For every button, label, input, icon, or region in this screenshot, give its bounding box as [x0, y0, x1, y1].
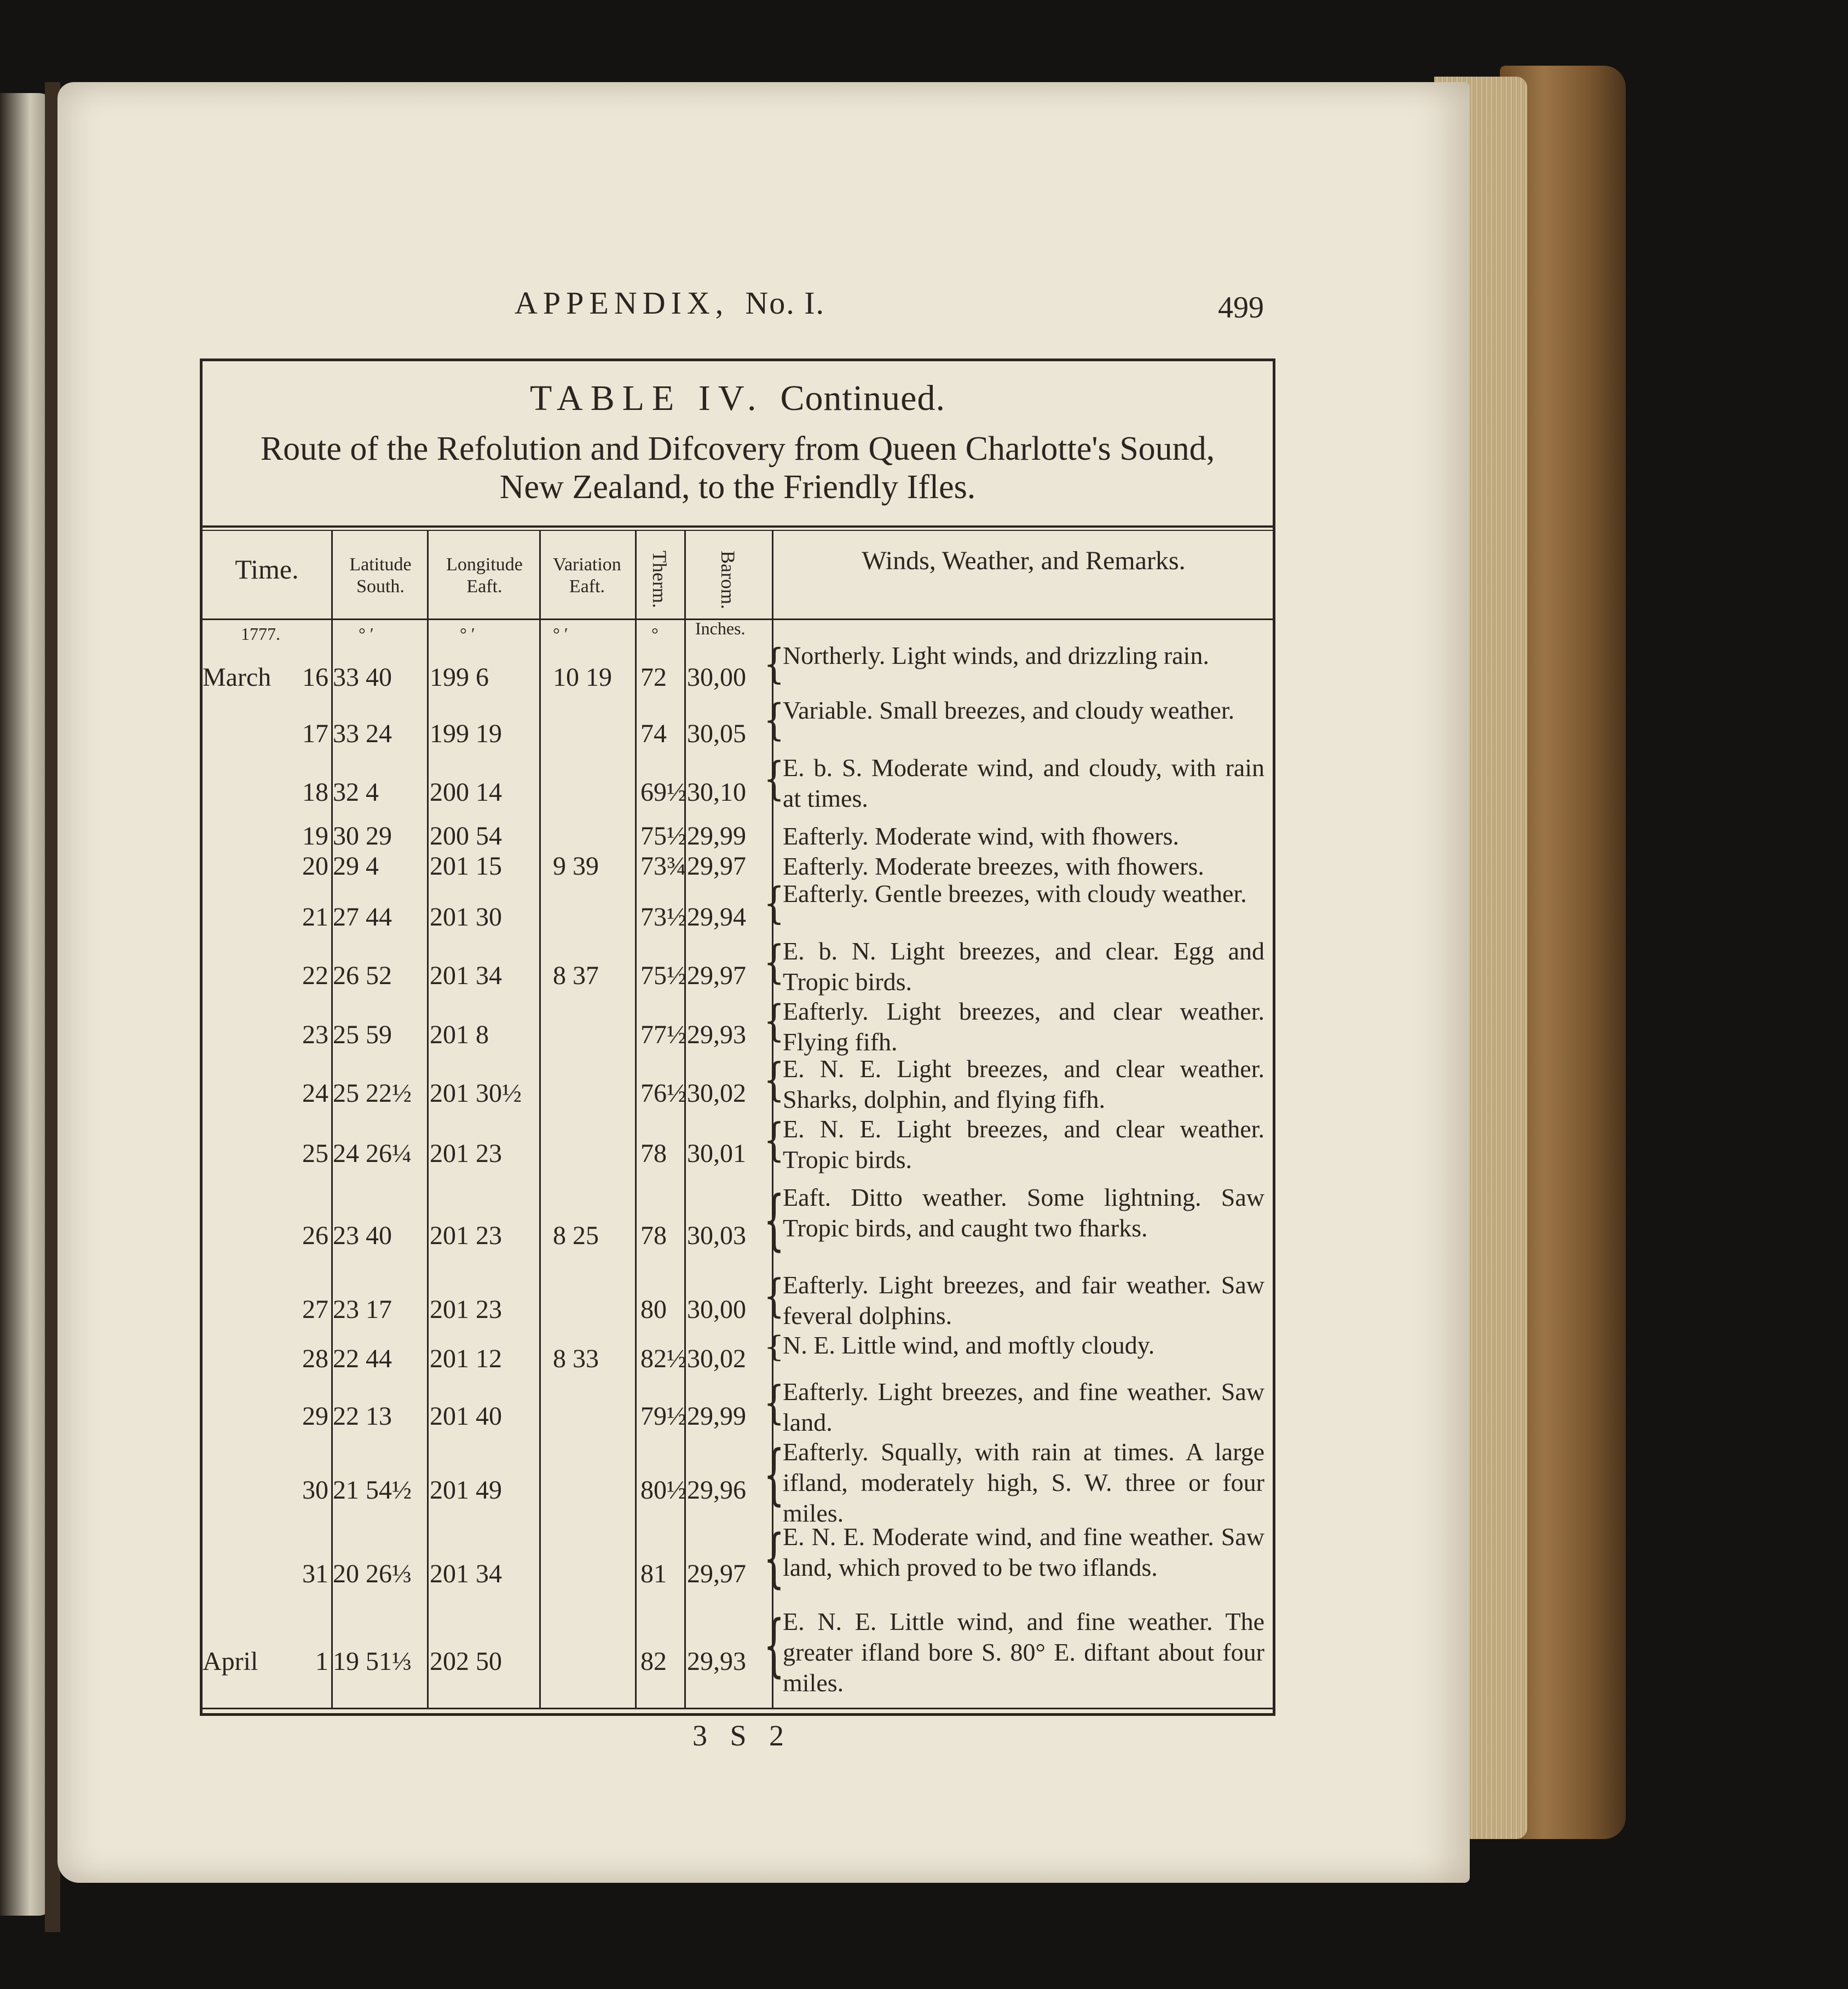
brace-mark: {: [764, 936, 785, 989]
cell-lat: 26 52: [333, 961, 392, 990]
cell-remark: E. b. S. Moderate wind, and cloudy, with rain at times.: [783, 754, 1264, 812]
col-barom-header: Barom.: [717, 551, 739, 609]
cell-var: 10 19: [553, 663, 612, 692]
table-row: [203, 996, 1273, 1054]
cell-lon: 199 6: [430, 663, 489, 692]
cell-var: 8 25: [553, 1221, 599, 1250]
cell-day: 28: [302, 1344, 328, 1373]
cell-day: 1: [315, 1647, 328, 1676]
lat-unit: ° ′: [359, 624, 374, 644]
cell-therm: 82½: [640, 1344, 686, 1373]
cell-remark: Eaft. Ditto weather. Some lightning. Saw Tropic birds, and caught two fharks.: [783, 1183, 1264, 1242]
rule: [203, 530, 1273, 531]
cell-lon: 199 19: [430, 719, 502, 748]
cell-remark: Eafterly. Gentle breezes, with cloudy weather.: [783, 880, 1247, 907]
cell-barom: 29,97: [687, 852, 746, 881]
table-row: [203, 1522, 1273, 1606]
cell-therm: 79½: [640, 1402, 686, 1431]
cell-lat: 33 24: [333, 719, 392, 748]
cell-barom: 29,96: [687, 1476, 746, 1505]
cell-therm: 80: [640, 1295, 667, 1324]
cell-lon: 200 54: [430, 822, 502, 851]
cell-remark: Eafterly. Light breezes, and fair weather. Saw feveral dolphins.: [783, 1271, 1264, 1329]
cell-month: April: [203, 1647, 258, 1676]
cell-barom: 29,97: [687, 1559, 746, 1588]
cell-barom: 30,01: [687, 1139, 746, 1168]
page-number: 499: [1218, 291, 1264, 325]
cell-remark: Eafterly. Light breezes, and clear weather. Flying fifh.: [783, 997, 1264, 1056]
cell-barom: 30,02: [687, 1079, 746, 1108]
table-row: [203, 695, 1273, 753]
cell-therm: 77½: [640, 1020, 686, 1049]
cell-therm: 73¾: [640, 852, 686, 881]
cell-barom: 29,97: [687, 961, 746, 990]
cell-lat: 32 4: [333, 778, 379, 807]
table-iv: [200, 359, 1275, 1716]
cell-day: 16: [302, 663, 328, 692]
cell-barom: 30,00: [687, 663, 746, 692]
cell-day: 21: [302, 903, 328, 932]
cell-lat: 20 26⅓: [333, 1559, 412, 1588]
cell-therm: 81: [640, 1559, 667, 1588]
cell-lon: 201 34: [430, 1559, 502, 1588]
cell-lat: 22 44: [333, 1344, 392, 1373]
cell-lon: 200 14: [430, 778, 502, 807]
table-row: [203, 936, 1273, 996]
cell-var: 9 39: [553, 852, 599, 881]
brace-mark: {: [764, 1270, 785, 1323]
cell-lon: 201 23: [430, 1221, 502, 1250]
cell-lat: 25 22½: [333, 1079, 412, 1108]
cell-remark: N. E. Little wind, and moftly cloudy.: [783, 1331, 1155, 1359]
col-time-header: Time.: [235, 554, 299, 585]
table-row: [203, 1270, 1273, 1330]
brace-mark: {: [764, 753, 785, 806]
table-subtitle-line1: Route of the Refolution and Difcovery from Queen Charlotte's Sound,: [260, 430, 1215, 467]
brace-mark: {: [764, 640, 785, 689]
table-row: [203, 640, 1273, 695]
brace-mark: {: [764, 1377, 785, 1430]
cell-lon: 201 30½: [430, 1079, 522, 1108]
cell-barom: 30,05: [687, 719, 746, 748]
brace-mark: {: [764, 1114, 785, 1167]
cell-remark: E. N. E. Light breezes, and clear weather. Sharks, dolphin, and flying fifh.: [783, 1055, 1264, 1113]
cell-lon: 202 50: [430, 1647, 502, 1676]
cell-barom: 29,94: [687, 903, 746, 932]
col-var-header: Variation Eaft.: [553, 554, 621, 597]
cell-day: 25: [302, 1139, 328, 1168]
table-row: [203, 1114, 1273, 1174]
cell-lon: 201 15: [430, 852, 502, 881]
cell-lon: 201 49: [430, 1476, 502, 1505]
signature-mark: 3 S 2: [692, 1719, 792, 1752]
cell-lat: 30 29: [333, 822, 392, 851]
cell-lat: 19 51⅓: [333, 1647, 412, 1676]
cell-remark: Eafterly. Moderate breezes, with fhowers.: [783, 852, 1204, 880]
cell-lon: 201 8: [430, 1020, 489, 1049]
brace-mark: {: [764, 996, 785, 1046]
cell-therm: 78: [640, 1139, 667, 1168]
cell-therm: 76½: [640, 1079, 686, 1108]
cell-barom: 29,93: [687, 1020, 746, 1049]
cell-day: 29: [302, 1402, 328, 1431]
header-title: APPENDIX,: [515, 285, 729, 321]
brace-mark: {: [764, 695, 785, 745]
cell-lon: 201 23: [430, 1139, 502, 1168]
cell-therm: 78: [640, 1221, 667, 1250]
cell-lon: 201 12: [430, 1344, 502, 1373]
table-row: [203, 1182, 1273, 1270]
brace-mark: {: [764, 878, 785, 929]
cell-remark: E. N. E. Light breezes, and clear weather. Tropic birds.: [783, 1115, 1264, 1173]
cell-day: 17: [302, 719, 328, 748]
cell-lon: 201 34: [430, 961, 502, 990]
cell-month: March: [203, 663, 272, 692]
cell-lat: 21 54½: [333, 1476, 412, 1505]
cell-lat: 29 4: [333, 852, 379, 881]
cell-lat: 23 40: [333, 1221, 392, 1250]
cell-lat: 23 17: [333, 1295, 392, 1324]
cell-day: 26: [302, 1221, 328, 1250]
cell-remark: Eafterly. Moderate wind, with fhowers.: [783, 822, 1179, 850]
cell-remark: E. N. E. Moderate wind, and fine weather. Saw land, which proved to be two iflands.: [783, 1523, 1264, 1581]
cell-barom: 30,00: [687, 1295, 746, 1324]
table-row: [203, 753, 1273, 813]
cell-therm: 80½: [640, 1476, 686, 1505]
cell-therm: 75½: [640, 822, 686, 851]
therm-unit: °: [651, 624, 659, 644]
rule: [203, 1708, 1273, 1709]
cell-therm: 75½: [640, 961, 686, 990]
col-lon-header: Longitude Eaft.: [446, 554, 523, 597]
table-title: TABLE IV. Continued.: [530, 378, 945, 418]
var-unit: ° ′: [553, 624, 568, 644]
cell-day: 19: [302, 822, 328, 851]
cell-lon: 201 30: [430, 903, 502, 932]
col-remarks-header: Winds, Weather, and Remarks.: [862, 546, 1186, 575]
brace-mark: {: [764, 1054, 785, 1107]
cell-day: 31: [302, 1559, 328, 1588]
cell-var: 8 37: [553, 961, 599, 990]
cell-remark: Northerly. Light winds, and drizzling rain.: [783, 641, 1209, 669]
cell-lon: 201 23: [430, 1295, 502, 1324]
cell-barom: 29,99: [687, 822, 746, 851]
table-row: [203, 821, 1273, 851]
cell-remark: Variable. Small breezes, and cloudy weather.: [783, 696, 1235, 724]
cell-barom: 30,10: [687, 778, 746, 807]
cell-lat: 24 26¼: [333, 1139, 412, 1168]
cell-remark: E. b. N. Light breezes, and clear. Egg and Tropic birds.: [783, 937, 1264, 996]
cell-lon: 201 40: [430, 1402, 502, 1431]
cell-lat: 22 13: [333, 1402, 392, 1431]
cell-lat: 27 44: [333, 903, 392, 932]
cell-therm: 69½: [640, 778, 686, 807]
table-row: [203, 851, 1273, 881]
brace-mark: {: [764, 1606, 785, 1686]
brace-mark: {: [764, 1437, 785, 1513]
cell-barom: 29,93: [687, 1647, 746, 1676]
cell-barom: 30,02: [687, 1344, 746, 1373]
cell-lat: 25 59: [333, 1020, 392, 1049]
table-subtitle-line2: New Zealand, to the Friendly Ifles.: [499, 469, 976, 506]
year-label: 1777.: [241, 624, 280, 644]
cell-lat: 33 40: [333, 663, 392, 692]
cell-therm: 72: [640, 663, 667, 692]
header-no: No. I.: [745, 285, 825, 321]
cell-day: 27: [302, 1295, 328, 1324]
cell-therm: 82: [640, 1647, 667, 1676]
brace-mark: {: [764, 1522, 785, 1596]
cell-remark: Eafterly. Squally, with rain at times. A large ifland, moderately high, S. W. three or four miles.: [783, 1438, 1264, 1527]
col-therm-header: Therm.: [649, 551, 671, 608]
cell-day: 24: [302, 1079, 328, 1108]
cell-barom: 29,99: [687, 1402, 746, 1431]
cell-day: 30: [302, 1476, 328, 1505]
brace-mark: {: [764, 1330, 785, 1364]
cell-day: 20: [302, 852, 328, 881]
col-lat-header: Latitude South.: [349, 554, 412, 597]
cell-therm: 74: [640, 719, 667, 748]
lon-unit: ° ′: [460, 624, 475, 644]
cell-barom: 30,03: [687, 1221, 746, 1250]
table-row: [203, 878, 1273, 936]
cell-var: 8 33: [553, 1344, 599, 1373]
table-row: [203, 1330, 1273, 1373]
barom-unit: Inches.: [695, 618, 746, 638]
cell-day: 18: [302, 778, 328, 807]
cell-remark: E. N. E. Little wind, and fine weather. The greater ifland bore S. 80° E. diftant about four miles.: [783, 1608, 1264, 1697]
brace-mark: {: [764, 1182, 785, 1259]
cell-day: 23: [302, 1020, 328, 1049]
table-row: [203, 1054, 1273, 1114]
table-row: [203, 1437, 1273, 1527]
cell-remark: Eafterly. Light breezes, and fine weather. Saw land.: [783, 1378, 1264, 1436]
table-row: [203, 1606, 1273, 1697]
cell-day: 22: [302, 961, 328, 990]
table-row: [203, 1377, 1273, 1437]
cell-therm: 73½: [640, 903, 686, 932]
running-header: [515, 285, 825, 321]
rule: [203, 525, 1273, 528]
